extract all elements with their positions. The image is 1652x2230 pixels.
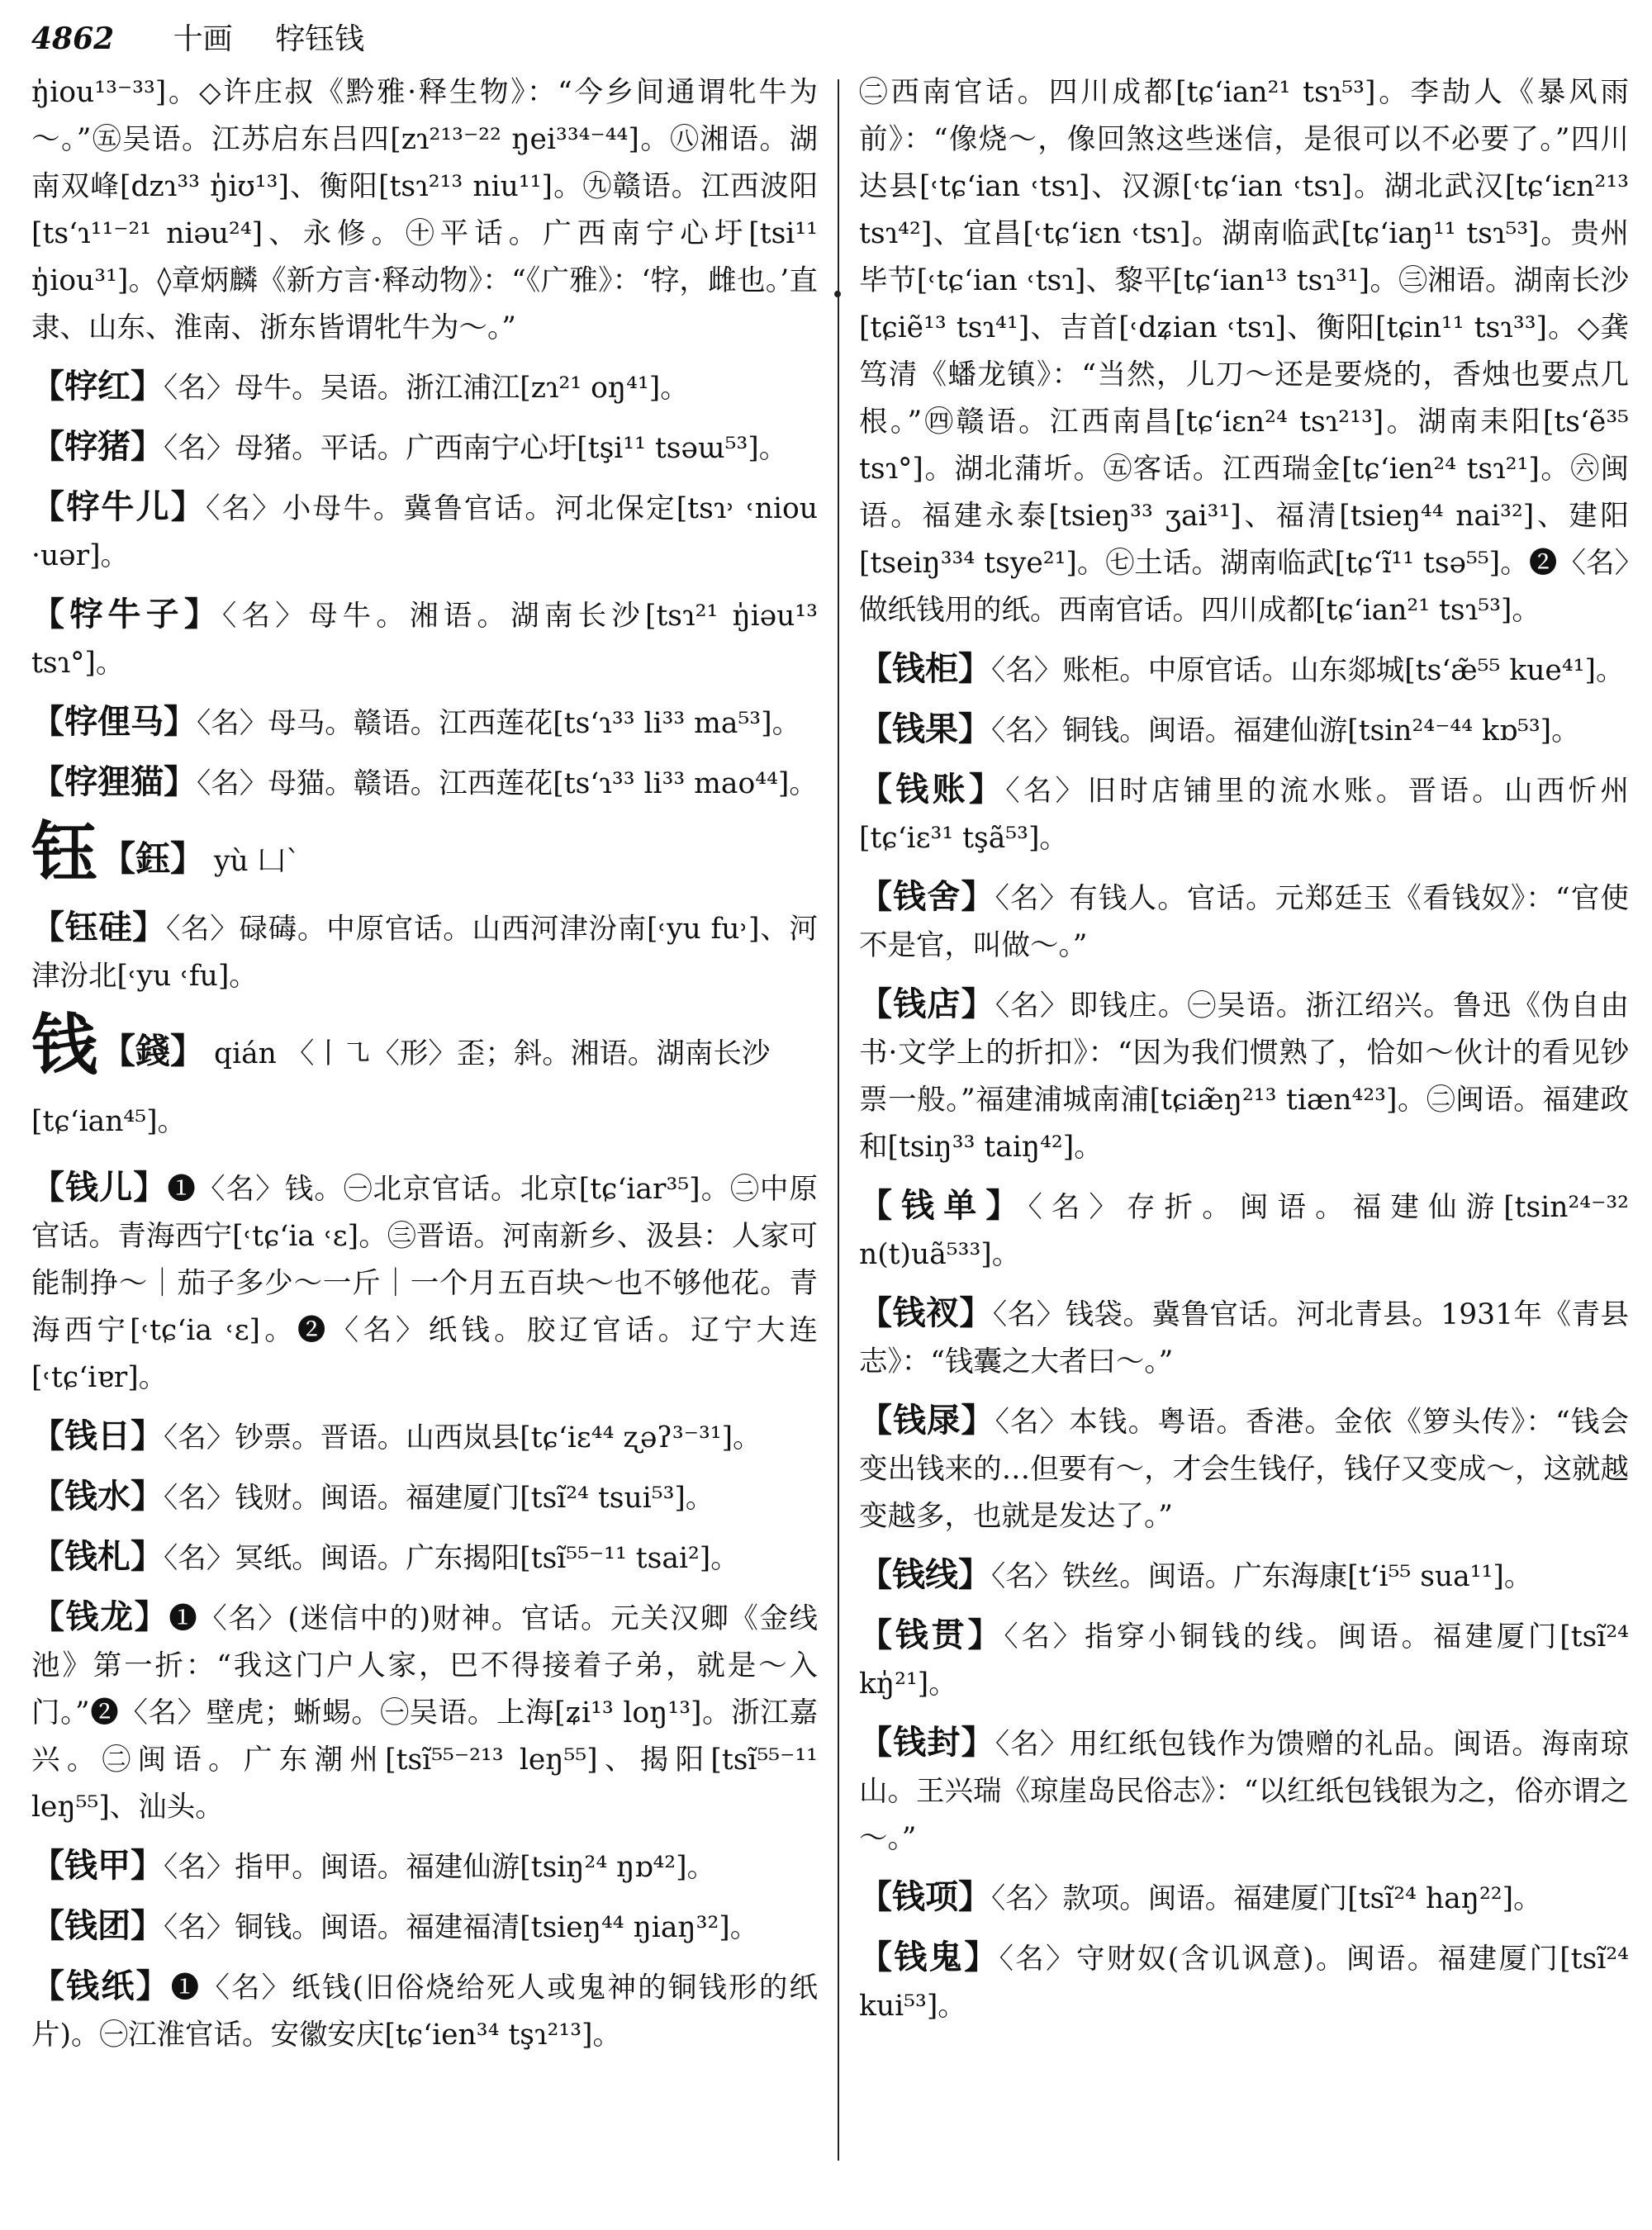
entry-definition: 〈名〉母牛。吴语。浙江浦江[zɿ²¹ oŋ⁴¹]。 <box>164 372 689 405</box>
entry-headword: 【牸俚马】 <box>31 702 197 741</box>
dictionary-entry <box>859 1182 1629 1279</box>
left-column <box>31 69 818 2222</box>
dictionary-entry <box>31 698 818 747</box>
head-char-traditional: 【鈺】 <box>101 838 206 879</box>
entry-definition: 〈名〉守财奴(含讥讽意)。闽语。福建厦门[tsĩ²⁴ kui⁵³]。 <box>859 1943 1629 2023</box>
dictionary-entry <box>31 1473 818 1522</box>
entry-headword: 【钱团】 <box>31 1906 164 1945</box>
entry-definition: 〈名〉母猪。平话。广西南宁心圩[tşi¹¹ tsəɯ⁵³]。 <box>164 432 788 465</box>
entry-list <box>31 1164 818 2059</box>
dictionary-entry <box>859 1397 1629 1540</box>
dictionary-entry <box>859 873 1629 970</box>
dictionary-entry <box>31 591 818 687</box>
entry-definition: 〈名〉碌碡。中原官话。山西河津汾南[˓yu fu˒]、河津汾北[˓yu ˓fu]。 <box>31 913 818 993</box>
entry-headword: 【钱柜】 <box>859 649 991 688</box>
entry-definition: 〈名〉母猫。赣语。江西莲花[ts‘ɿ³³ li³³ mao⁴⁴]。 <box>197 767 818 800</box>
entry-headword: 【钱衩】 <box>859 1293 993 1332</box>
entry-definition: 〈名〉母马。赣语。江西莲花[ts‘ɿ³³ li³³ ma⁵³]。 <box>197 707 801 740</box>
dictionary-entry <box>31 483 818 580</box>
entry-headword: 【钱贯】 <box>859 1616 1004 1654</box>
entry-headword: 【钱店】 <box>859 985 995 1023</box>
entry-headword: 【牸红】 <box>31 367 164 406</box>
entry-definition: 〈名〉有钱人。官话。元郑廷玉《看钱奴》：“官使不是官，叫做～。” <box>859 882 1629 962</box>
entry-definition: 〈名〉钱财。闽语。福建厦门[tsĩ²⁴ tsui⁵³]。 <box>164 1482 714 1515</box>
page-header <box>31 15 1621 63</box>
entry-headword: 【钱日】 <box>31 1416 164 1455</box>
dictionary-entry <box>31 363 818 412</box>
dictionary-entry <box>31 758 818 808</box>
entry-definition: 〈名〉账柜。中原官话。山东郯城[ts‘æ̃⁵⁵ kue⁴¹]。 <box>991 654 1625 687</box>
entry-headword: 【钱纸】 <box>31 1967 171 2005</box>
head-character-qian <box>31 1006 818 1155</box>
entry-headword: 【牸牛儿】 <box>31 487 206 526</box>
entry-list <box>859 645 1629 2030</box>
dictionary-entry <box>31 1842 818 1891</box>
dictionary-entry <box>859 1551 1629 1601</box>
entry-definition: 〈名〉本钱。粤语。香港。金依《箩头传》：“钱会变出钱来的…但要有～，才会生钱仔，钱仔又变成～，这就越变越多，也就是发达了。” <box>859 1406 1629 1533</box>
dictionary-entry <box>31 1412 818 1462</box>
entry-definition: 〈名〉旧时店铺里的流水账。晋语。山西忻州[tɕ‘iɛ³¹ tşã⁵³]。 <box>859 775 1629 855</box>
entry-headword: 【牸狸猫】 <box>31 762 197 801</box>
column-divider <box>838 79 839 2161</box>
dictionary-entry <box>31 1164 818 1402</box>
entry-definition: 〈名〉存折。闽语。福建仙游[tsin²⁴⁻³² n(t)uã⁵³³]。 <box>859 1191 1629 1271</box>
entry-headword: 【钱果】 <box>859 709 991 748</box>
entry-headword: 【钱单】 <box>859 1186 1028 1225</box>
continuation-text: ŋ̍iou¹³⁻³³]。◇许庄叔《黔雅·释生物》：“今乡间通谓牝牛为～。”㊄吴语。江苏启东吕四[zɿ²¹³⁻²² ŋei³³⁴⁻⁴⁴]。㊇湘语。湖南双峰[dzɿ³³ ŋ̍iʊ¹³]、衡阳[tsɿ²¹³ niu¹¹]。㊈赣语。江西波阳[ts‘ɿ¹¹⁻²¹ niəu²⁴]、永修。㊉平话。广西南宁心圩[tsi¹¹ ŋ̍iou³¹]。◊章炳麟《新方言·释动物》：“《广雅》：‘牸，雌也。’直隶、山东、淮南、浙东皆谓牝牛为～。” <box>31 76 818 344</box>
dictionary-entry <box>31 1593 818 1831</box>
dictionary-entry <box>859 1611 1629 1708</box>
dictionary-entry <box>859 645 1629 695</box>
head-char-pronunciation: yù 凵ˋ <box>213 845 301 878</box>
head-char: 钰 <box>31 814 97 891</box>
entry-headword: 【钰硅】 <box>31 908 166 947</box>
entry-definition: 〈名〉钞票。晋语。山西岚县[tɕ‘iɛ⁴⁴ ʐəʔ³⁻³¹]。 <box>164 1421 762 1454</box>
dictionary-entry <box>31 1962 818 2059</box>
head-char: 钱 <box>31 1006 97 1084</box>
dictionary-entry <box>31 904 818 1000</box>
entry-definition: ❶〈名〉(迷信中的)财神。官话。元关汉卿《金线池》第一折：“我这门户人家，巴不得接着子弟，就是～入门。”❷〈名〉壁虎；蜥蜴。㊀吴语。上海[ʑi¹³ loŋ¹³]。浙江嘉兴。㊁闽语。广东潮州[tsĩ⁵⁵⁻²¹³ leŋ⁵⁵]、揭阳[tsĩ⁵⁵⁻¹¹ leŋ⁵⁵]、汕头。 <box>31 1602 818 1824</box>
entry-definition: 〈名〉冥纸。闽语。广东揭阳[tsĩ⁵⁵⁻¹¹ tsai²]。 <box>164 1542 739 1575</box>
entry-headword: 【钱儿】 <box>31 1168 168 1207</box>
entry-definition: 〈名〉用红纸包钱作为馈赠的礼品。闽语。海南琼山。王兴瑞《琼崖岛民俗志》：“以红纸包钱银为之，俗亦谓之～。” <box>859 1728 1629 1855</box>
entry-headword: 【钱龙】 <box>31 1597 169 1636</box>
head-char-pronunciation: qián 〈丨㇈〈形〉歪；斜。湘语。湖南长沙[tɕ‘ian⁴⁵]。 <box>31 1037 771 1138</box>
entry-headword: 【钱封】 <box>859 1723 995 1762</box>
continuation-text: ㊁西南官话。四川成都[tɕ‘ian²¹ tsɿ⁵³]。李劼人《暴风雨前》：“像烧～，像回煞这些迷信，是很可以不必要了。”四川达县[˓tɕ‘ian ˓tsɿ]、汉源[˓tɕ‘ian ˓tsɿ]。湖北武汉[tɕ‘iɛn²¹³ tsɿ⁴²]、宜昌[˓tɕ‘iɛn ˓tsɿ]。湖南临武[tɕ‘iaŋ¹¹ tsɿ⁵³]。贵州毕节[˓tɕ‘ian ˓tsɿ]、黎平[tɕ‘ian¹³ tsɿ³¹]。㊂湘语。湖南长沙[tɕiẽ¹³ tsɿ⁴¹]、吉首[˓dʑian ˓tsɿ]、衡阳[tɕin¹¹ tsɿ³³]。◇龚笃清《蟠龙镇》：“当然，儿刀～还是要烧的，香烛也要点几根。”㊃赣语。江西南昌[tɕ‘iɛn²⁴ tsɿ²¹³]。湖南耒阳[ts‘ẽ³⁵ tsɿ°]。湖北蒲圻。㊄客话。江西瑞金[tɕ‘ien²⁴ tsɿ²¹]。㊅闽语。福建永泰[tsieŋ³³ ʒai³¹]、福清[tsieŋ⁴⁴ nai³²]、建阳[tseiŋ³³⁴ tsye²¹]。㊆土话。湖南临武[tɕ‘ĩ¹¹ tsə⁵⁵]。❷〈名〉做纸钱用的纸。西南官话。四川成都[tɕ‘ian²¹ tsɿ⁵³]。 <box>859 76 1629 627</box>
entry-definition: 〈名〉铁丝。闽语。广东海康[t‘i⁵⁵ sua¹¹]。 <box>991 1560 1533 1593</box>
entry-headword: 【牸猪】 <box>31 427 164 466</box>
dictionary-entry <box>859 1873 1629 1923</box>
entry-headword: 【钱线】 <box>859 1555 991 1594</box>
entry-headword: 【钱札】 <box>31 1537 164 1576</box>
entry-headword: 【钱项】 <box>859 1877 991 1916</box>
page-number: 4862 <box>31 21 115 56</box>
right-column <box>859 69 1629 2222</box>
head-char-traditional: 【錢】 <box>101 1031 206 1071</box>
entry-definition: 〈名〉铜钱。闽语。福建仙游[tsin²⁴⁻⁴⁴ kɒ⁵³]。 <box>991 714 1580 747</box>
entry-headword: 【钱账】 <box>859 770 1006 809</box>
entry-list <box>31 904 818 1000</box>
entry-definition: 〈名〉小母牛。冀鲁官话。河北保定[tsɿ˒ ˓niou ·uər]。 <box>31 492 818 572</box>
entry-definition: ❶〈名〉纸钱(旧俗烧给死人或鬼神的铜钱形的纸片)。㊀江淮官话。安徽安庆[tɕ‘ien³⁴ tşɿ²¹³]。 <box>31 1971 818 2052</box>
dictionary-entry <box>859 1719 1629 1862</box>
divider-dot <box>834 291 841 297</box>
dictionary-entry <box>859 1289 1629 1386</box>
entry-definition: 〈名〉即钱庄。㊀吴语。浙江绍兴。鲁迅《伪自由书·文学上的折扣》：“因为我们惯熟了，恰如～伙计的看见钞票一般。”福建浦城南浦[tɕiæ̃ŋ²¹³ tiæn⁴²³]。㊁闽语。福建政和[tsiŋ³³ taiŋ⁴²]。 <box>859 989 1629 1164</box>
dictionary-entry <box>31 1902 818 1952</box>
entry-list <box>31 363 818 808</box>
entry-definition: 〈名〉款项。闽语。福建厦门[tsĩ²⁴ haŋ²²]。 <box>991 1882 1542 1915</box>
dictionary-entry <box>859 980 1629 1171</box>
entry-headword: 【钱㞗】 <box>859 1401 995 1440</box>
entry-definition: 〈名〉指甲。闽语。福建仙游[tsiŋ²⁴ ŋɒ⁴²]。 <box>164 1851 716 1884</box>
entry-definition: 〈名〉铜钱。闽语。福建福清[tsieŋ⁴⁴ ŋiaŋ³²]。 <box>164 1911 759 1944</box>
dictionary-entry <box>859 766 1629 862</box>
dictionary-entry <box>859 1933 1629 2030</box>
dictionary-entry <box>31 1533 818 1582</box>
entry-headword: 【钱鬼】 <box>859 1938 999 1976</box>
page-characters: 牸钰钱 <box>275 22 365 56</box>
entry-definition: 〈名〉指穿小铜钱的线。闽语。福建厦门[tsĩ²⁴ kŋ̍²¹]。 <box>859 1620 1629 1701</box>
entry-definition: 〈名〉钱袋。冀鲁官话。河北青县。1931年《青县志》：“钱囊之大者曰～。” <box>859 1298 1629 1378</box>
entry-headword: 【牸牛子】 <box>31 595 223 633</box>
section-label: 十画 <box>173 22 233 56</box>
entry-headword: 【钱舍】 <box>859 877 995 916</box>
head-character-yu <box>31 814 818 895</box>
entry-headword: 【钱甲】 <box>31 1846 164 1885</box>
dictionary-entry <box>859 705 1629 755</box>
dictionary-entry <box>31 423 818 472</box>
entry-headword: 【钱水】 <box>31 1477 164 1516</box>
entry-definition: ❶〈名〉钱。㊀北京官话。北京[tɕ‘iar³⁵]。㊁中原官话。青海西宁[˓tɕ‘ia ˓ɛ]。㊂晋语。河南新乡、汲县：人家可能制挣～｜茄子多少～一斤｜一个月五百块～也不够他花。青海西宁[˓tɕ‘ia ˓ɛ]。❷〈名〉纸钱。胶辽官话。辽宁大连[˓tɕ‘iɐr]。 <box>31 1173 818 1394</box>
entry-definition: 〈名〉母牛。湘语。湖南长沙[tsɿ²¹ ŋ̍iəu¹³ tsɿ°]。 <box>31 600 818 680</box>
